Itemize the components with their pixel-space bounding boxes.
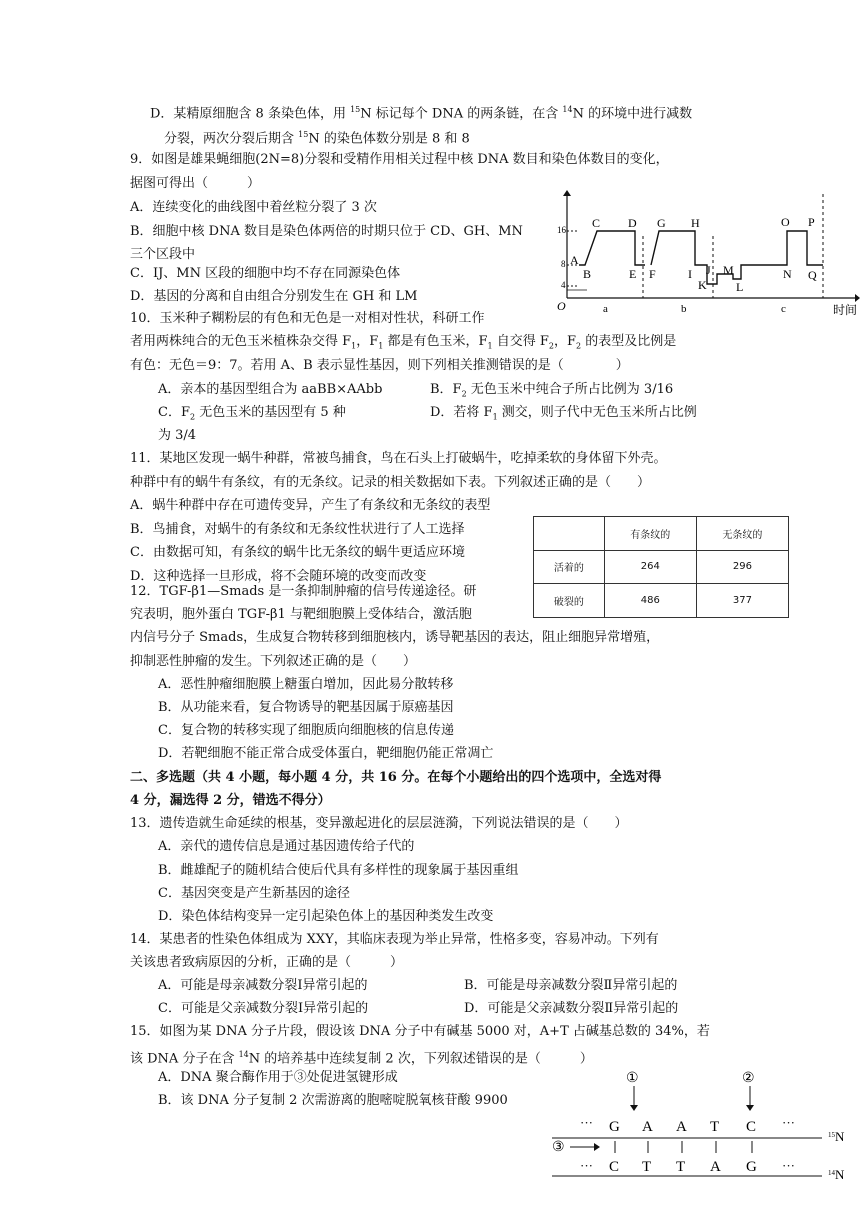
q14-stem-line2: 关该患者致病原因的分析，正确的是（ ）: [130, 955, 404, 970]
table-cell: 296: [696, 550, 788, 584]
q12-stem-line3: 内信号分子 Smads，生成复合物转移到细胞核内，诱导靶基因的表达，阻止细胞异常增殖，: [130, 630, 660, 645]
base-bottom-1: C: [609, 1159, 620, 1175]
q10-option-b: B．$F_2$ 无色玉米中纯合子所占比例为 3/16: [430, 382, 674, 399]
marker-1: ①: [626, 1071, 639, 1086]
q14-stem-line1: 14．某患者的性染色体组成为 XXY，其临床表现为举止异常，性格多变，容易冲动。下列有: [130, 932, 659, 947]
q13-option-b: B．雌雄配子的随机结合使后代具有多样性的现象属于基因重组: [158, 863, 519, 878]
q14-option-a: A．可能是母亲减数分裂Ⅰ异常引起的: [158, 978, 368, 993]
q10-option-d-line2: 为 3/4: [158, 428, 197, 443]
q11-stem-line2: 种群中有的蜗牛有条纹，有的无条纹。记录的相关数据如下表。下列叙述正确的是（ ）: [130, 475, 651, 490]
q8-option-d-line2: 分裂，两次分裂后期含 $^{15}$N 的染色体数分别是 8 和 8: [164, 130, 470, 147]
base-top-3: A: [676, 1119, 687, 1135]
q10-stem-line1: 10．玉米种子糊粉层的有色和无色是一对相对性状，科研工作: [130, 311, 485, 326]
q9-option-d: D．基因的分离和自由组合分别发生在 GH 和 LM: [130, 289, 418, 304]
table-header-cell: 无条纹的: [696, 517, 788, 551]
q12-stem-line2: 究表明，胞外蛋白 TGF-β1 与靶细胞膜上受体结合，激活胞: [130, 607, 472, 622]
base-top-2: A: [642, 1119, 653, 1135]
q9-option-c: C．IJ、MN 区段的细胞中均不存在同源染色体: [130, 266, 401, 281]
q9-option-b-line1: B．细胞中核 DNA 数目是染色体两倍的时期只位于 CD、GH、MN: [130, 224, 523, 239]
q15-option-a: A．DNA 聚合酶作用于③处促进氢键形成: [158, 1070, 398, 1085]
stage-c: c: [781, 303, 786, 315]
bottom-ellipsis: ···: [580, 1158, 593, 1173]
point-k: K: [698, 278, 707, 292]
q11-stem-line1: 11．某地区发现一蜗牛种群，常被鸟捕食，鸟在石头上打破蜗牛，吃掉柔软的身体留下外壳。: [130, 451, 667, 466]
q9-stem-line2: 据图可得出（ ）: [130, 176, 261, 191]
bottom-strand-label: $^{14}$N: [828, 1167, 845, 1182]
q10-option-d-line1: D．若将 $F_1$ 测交，则子代中无色玉米所占比例: [430, 405, 697, 422]
q11-snail-data-table: [533, 516, 789, 618]
q11-option-a: A．蜗牛种群中存在可遗传变异，产生了有条纹和无条纹的表型: [130, 498, 491, 513]
q9-dna-chromosome-graph: [555, 188, 860, 318]
table-cell: 264: [604, 550, 696, 584]
marker-3: ③: [552, 1140, 565, 1155]
base-bottom-4: A: [710, 1159, 721, 1175]
top-ellipsis-right: ···: [782, 1115, 795, 1130]
point-f: F: [649, 267, 656, 281]
point-d: D: [628, 216, 637, 230]
base-bottom-5: G: [746, 1159, 757, 1175]
table-row: [534, 550, 789, 584]
point-l: L: [736, 280, 744, 294]
top-strand-label: $^{15}$N: [828, 1129, 845, 1144]
stage-a: a: [603, 303, 608, 315]
base-bottom-2: T: [642, 1159, 652, 1175]
base-bottom-3: T: [676, 1159, 686, 1175]
y-tick-4: 4: [561, 280, 566, 290]
q10-option-a: A．亲本的基因型组合为 aaBB×AAbb: [158, 382, 383, 397]
section2-heading-line1: 二、多选题（共 4 小题，每小题 4 分，共 16 分。在每个小题给出的四个选项中，全选对得: [130, 770, 662, 785]
point-o: O: [781, 215, 790, 229]
table-cell: 活着的: [534, 550, 605, 584]
point-i: I: [688, 267, 692, 281]
table-header-cell: 有条纹的: [604, 517, 696, 551]
base-top-4: T: [710, 1119, 720, 1135]
q12-option-a: A．恶性肿瘤细胞膜上糖蛋白增加，因此易分散转移: [158, 677, 454, 692]
q13-option-c: C．基因突变是产生新基因的途径: [158, 886, 350, 901]
point-a: A: [570, 253, 579, 267]
q15-dna-fragment-diagram: [550, 1052, 860, 1216]
y-tick-16: 16: [557, 225, 566, 235]
top-ellipsis: ···: [580, 1115, 593, 1130]
q14-option-d: D．可能是父亲减数分裂Ⅱ异常引起的: [464, 1001, 679, 1016]
bottom-ellipsis-right: ···: [782, 1158, 795, 1173]
q11-option-b: B．鸟捕食，对蜗牛的有条纹和无条纹性状进行了人工选择: [130, 522, 465, 537]
q10-stem-line2: 者用两株纯合的无色玉米植株杂交得 $F_1$，$F_1$ 都是有色玉米，$F_1$ 自交得 $F_2$，$F_2$ 的表型及比例是: [130, 334, 677, 351]
q10-stem-line3: 有色：无色＝9：7。若用 A、B 表示显性基因，则下列相关推测错误的是（ ）: [130, 358, 629, 373]
marker-2: ②: [742, 1071, 755, 1086]
point-n: N: [783, 267, 792, 281]
q9-stem-line1: 9．如图是雄果蝇细胞(2N=8)分裂和受精作用相关过程中核 DNA 数目和染色体数目的变化，: [130, 152, 669, 167]
stage-b: b: [681, 303, 687, 315]
q15-stem-line1: 15．如图为某 DNA 分子片段，假设该 DNA 分子中有碱基 5000 对，A+T 占碱基总数的 34%，若: [130, 1024, 710, 1039]
table-row: [534, 517, 789, 551]
q10-option-c: C．$F_2$ 无色玉米的基因型有 5 种: [158, 405, 346, 422]
q14-option-c: C．可能是父亲减数分裂Ⅰ异常引起的: [158, 1001, 369, 1016]
q12-stem-line4: 抑制恶性肿瘤的发生。下列叙述正确的是（ ）: [130, 654, 417, 669]
q15-option-b: B．该 DNA 分子复制 2 次需游离的胞嘧啶脱氧核苷酸 9900: [158, 1093, 508, 1108]
point-m: M: [723, 263, 734, 277]
base-top-1: G: [609, 1119, 620, 1135]
q13-option-a: A．亲代的遗传信息是通过基因遗传给子代的: [158, 839, 415, 854]
point-c: C: [592, 216, 601, 230]
q13-stem: 13．遗传造就生命延续的根基，变异激起进化的层层涟漪，下列说法错误的是（ ）: [130, 816, 628, 831]
point-b: B: [583, 267, 592, 281]
table-cell: 破裂的: [534, 584, 605, 618]
point-g: G: [657, 216, 666, 230]
q12-option-d: D．若靶细胞不能正常合成受体蛋白，靶细胞仍能正常凋亡: [158, 746, 494, 761]
point-q: Q: [808, 268, 817, 282]
q11-option-c: C．由数据可知，有条纹的蜗牛比无条纹的蜗牛更适应环境: [130, 545, 465, 560]
point-h: H: [691, 216, 700, 230]
q15-stem-line2: 该 DNA 分子在含 $^{14}$N 的培养基中连续复制 2 次，下列叙述错误的是（ ）: [130, 1050, 593, 1067]
point-p: P: [808, 215, 815, 229]
table-cell: 377: [696, 584, 788, 618]
q12-option-b: B．从功能来看，复合物诱导的靶基因属于原癌基因: [158, 700, 454, 715]
q8-option-d-line1: D．某精原细胞含 8 条染色体，用 $^{15}$N 标记每个 DNA 的两条链，在含 $^{14}$N 的环境中进行减数: [150, 105, 693, 122]
point-e: E: [629, 267, 637, 281]
base-top-5: C: [746, 1119, 757, 1135]
x-axis-label: 时间: [833, 303, 858, 317]
point-j: J: [706, 263, 711, 277]
q11-option-d: D．这种选择一旦形成，将不会随环境的改变而改变: [130, 569, 427, 584]
table-row: [534, 584, 789, 618]
q14-option-b: B．可能是母亲减数分裂Ⅱ异常引起的: [464, 978, 678, 993]
section2-heading-line2: 4 分，漏选得 2 分，错选不得分）: [130, 793, 331, 808]
y-tick-8: 8: [561, 259, 566, 269]
q13-option-d: D．染色体结构变异一定引起染色体上的基因种类发生改变: [158, 909, 494, 924]
q9-option-a: A．连续变化的曲线图中着丝粒分裂了 3 次: [130, 200, 377, 215]
q12-stem-line1: 12．TGF-β1—Smads 是一条抑制肿瘤的信号传递途径。研: [130, 584, 477, 599]
origin-label: O: [557, 299, 566, 313]
table-cell: 486: [604, 584, 696, 618]
table-header-cell: [534, 517, 605, 551]
q9-option-b-line2: 三个区段中: [130, 247, 196, 262]
q12-option-c: C．复合物的转移实现了细胞质向细胞核的信息传递: [158, 723, 454, 738]
